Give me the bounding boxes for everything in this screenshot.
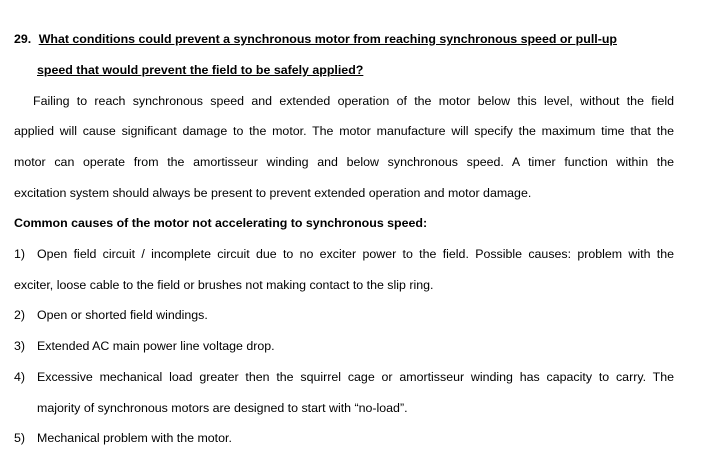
answer-line-3: motor can operate from the amortisseur winding and below synchronous speed. A timer function within the <box>14 155 674 169</box>
answer-line-4: excitation system should always be present to prevent extended operation and motor damage. <box>14 186 532 200</box>
cause-3-line1: Extended AC main power line voltage drop. <box>37 339 275 353</box>
question-number: 29. <box>14 32 32 46</box>
cause-4-number: 4) <box>14 370 26 384</box>
answer-line-1: Failing to reach synchronous speed and extended operation of the motor below this level, without the field <box>33 94 674 108</box>
question-heading-line1 <box>14 32 674 47</box>
question-title-part1: What conditions could prevent a synchronous motor from reaching synchronous speed or pull-up <box>38 32 617 46</box>
cause-2-number: 2) <box>14 308 26 322</box>
cause-4-line1: Excessive mechanical load greater then the squirrel cage or amortisseur winding has capacity to carry. The <box>37 370 674 384</box>
cause-2-line1: Open or shorted field windings. <box>37 308 208 322</box>
cause-3-number: 3) <box>14 339 26 353</box>
cause-4-line2: majority of synchronous motors are designed to start with “no-load”. <box>37 401 408 415</box>
answer-line-2: applied will cause significant damage to the motor. The motor manufacture will specify the maximum time that the <box>14 124 674 138</box>
question-title-part2: speed that would prevent the field to be safely applied? <box>37 63 364 77</box>
cause-1-line1: Open field circuit / incomplete circuit due to no exciter power to the field. Possible causes: problem with the <box>37 247 674 261</box>
causes-heading: Common causes of the motor not accelerating to synchronous speed: <box>14 216 428 230</box>
cause-5-line1: Mechanical problem with the motor. <box>37 431 232 445</box>
cause-1-number: 1) <box>14 247 26 261</box>
cause-1-line2: exciter, loose cable to the field or brushes not making contact to the slip ring. <box>14 278 434 292</box>
cause-5-number: 5) <box>14 431 26 445</box>
